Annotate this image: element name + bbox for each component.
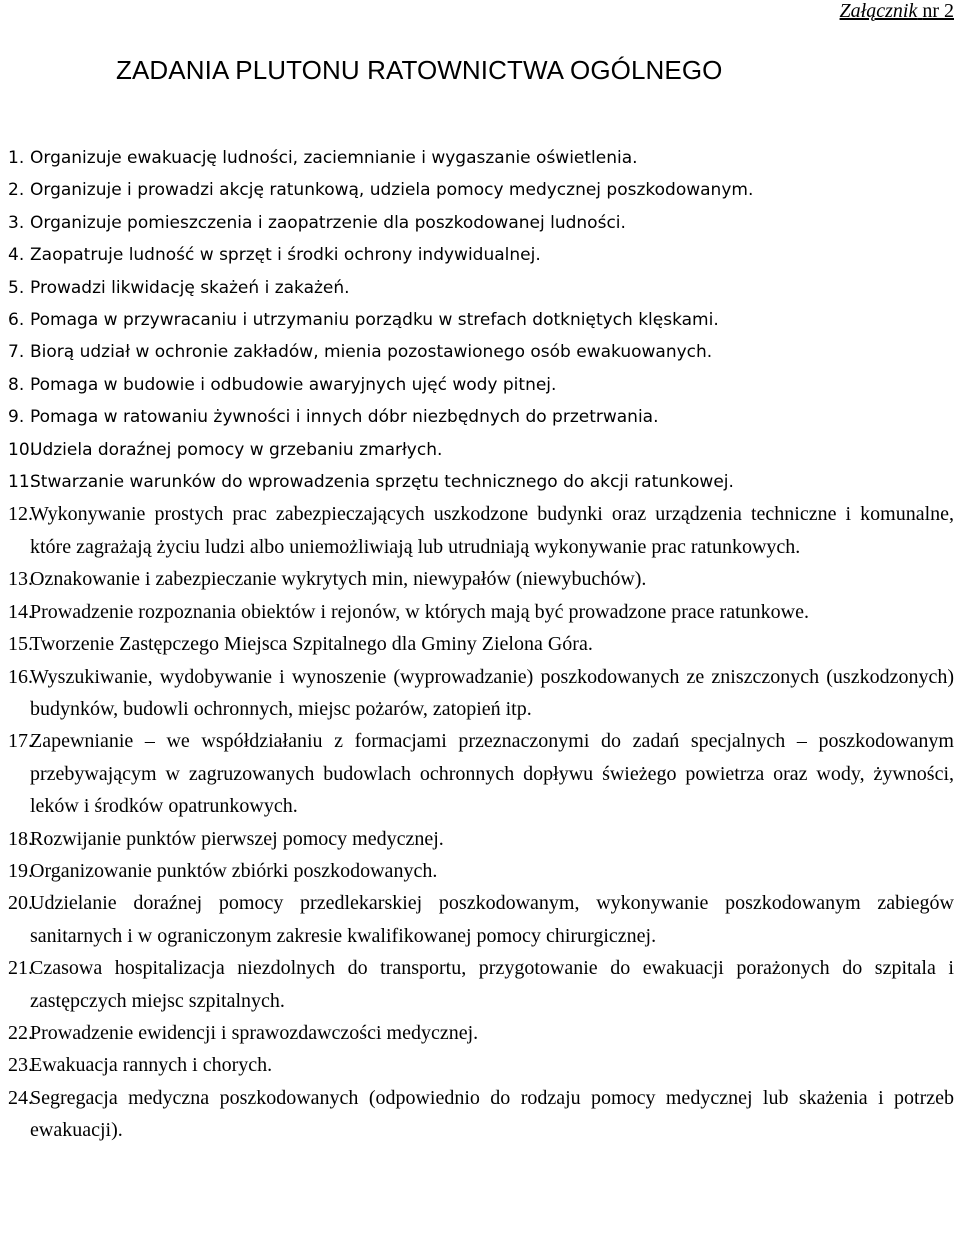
- item-text: Oznakowanie i zabezpieczanie wykrytych min, niewypałów (niewybuchów).: [30, 568, 647, 591]
- item-number: 6.: [8, 310, 25, 331]
- list-item: [8, 498, 954, 563]
- item-number: 1.: [8, 148, 25, 168]
- item-text: Zapewnianie – we współdziałaniu z formacjami przeznaczonymi do zadań specjalnych – poszkodowanym przebywającym w zagruzowanych budowlach ochronnych dopływu świeżego powietrza oraz wody, żywności, leków i środków opatrunkowych.: [30, 730, 954, 818]
- item-number: 12.: [8, 503, 33, 526]
- item-text: Segregacja medyczna poszkodowanych (odpowiednio do rodzaju pomocy medycznej lub skażenia i potrzeb ewakuacji).: [30, 1086, 954, 1142]
- item-number: 19.: [8, 859, 33, 882]
- list-item: [8, 661, 954, 726]
- list-item: [8, 1082, 954, 1147]
- item-text: Wyszukiwanie, wydobywanie i wynoszenie (wyprowadzanie) poszkodowanych ze zniszczonych (uszkodzonych) budynków, budowli ochronnych, miejsc pożarów, zatopień itp.: [30, 665, 954, 720]
- item-text: Stwarzanie warunków do wprowadzenia sprzętu technicznego do akcji ratunkowej.: [30, 472, 734, 493]
- item-number: 22.: [8, 1021, 33, 1044]
- item-text: Prowadzenie ewidencji i sprawozdawczości medycznej.: [30, 1021, 479, 1044]
- item-text: Rozwijanie punktów pierwszej pomocy medycznej.: [30, 827, 444, 850]
- item-text: Zaopatruje ludność w sprzęt i środki ochrony indywidualnej.: [30, 245, 541, 266]
- list-item: [8, 952, 954, 1017]
- list-item: [8, 725, 954, 822]
- list-item: [8, 336, 954, 368]
- list-item: [8, 174, 954, 206]
- item-text: Prowadzi likwidację skażeń i zakażeń.: [30, 277, 350, 298]
- list-item: [8, 207, 954, 239]
- item-text: Udzielanie doraźnej pomocy przedlekarskiej poszkodowanym, wykonywanie poszkodowanym zabiegów sanitarnych i w ograniczonym zakresie kwalifikowanej pomocy chirurgicznej.: [30, 892, 954, 947]
- item-number: 20.: [8, 892, 33, 915]
- item-number: 4.: [8, 245, 25, 266]
- list-item: [8, 1049, 954, 1081]
- item-text: Organizowanie punktów zbiórki poszkodowanych.: [30, 859, 438, 882]
- item-number: 8.: [8, 374, 25, 395]
- list-item: [8, 142, 954, 174]
- item-number: 3.: [8, 212, 25, 233]
- item-text: Organizuje ewakuację ludności, zaciemnianie i wygaszanie oświetlenia.: [30, 148, 638, 168]
- list-item: [8, 1017, 954, 1049]
- list-item: [8, 563, 954, 595]
- item-text: Pomaga w przywracaniu i utrzymaniu porządku w strefach dotkniętych klęskami.: [30, 310, 719, 331]
- list-item: [8, 434, 954, 466]
- item-text: Ewakuacja rannych i chorych.: [30, 1054, 273, 1077]
- list-item: [8, 596, 954, 628]
- item-number: 17.: [8, 730, 33, 753]
- annex-label: [840, 0, 954, 22]
- item-number: 13.: [8, 568, 33, 591]
- list-item: [8, 887, 954, 952]
- item-number: 16.: [8, 665, 33, 688]
- item-text: Organizuje pomieszczenia i zaopatrzenie dla poszkodowanej ludności.: [30, 212, 626, 233]
- list-item: [8, 272, 954, 304]
- item-number: 23.: [8, 1054, 33, 1077]
- item-text: Tworzenie Zastępczego Miejsca Szpitalnego dla Gminy Zielona Góra.: [30, 633, 593, 656]
- item-text: Pomaga w budowie i odbudowie awaryjnych ujęć wody pitnej.: [30, 374, 557, 395]
- list-item: [8, 239, 954, 271]
- document-title: ZADANIA PLUTONU RATOWNICTWA OGÓLNEGO: [116, 55, 723, 85]
- annex-number: nr 2: [922, 0, 954, 22]
- item-number: 2.: [8, 180, 25, 201]
- item-number: 18.: [8, 827, 33, 850]
- item-number: 9.: [8, 407, 25, 428]
- list-item: [8, 628, 954, 660]
- list-item: [8, 855, 954, 887]
- item-text: Czasowa hospitalizacja niezdolnych do transportu, przygotowanie do ewakuacji porażonych do szpitala i zastępczych miejsc szpitalnych.: [30, 957, 954, 1012]
- item-number: 24.: [8, 1086, 33, 1109]
- list-item: [8, 304, 954, 336]
- item-number: 10.: [8, 439, 36, 460]
- item-text: Udziela doraźnej pomocy w grzebaniu zmarłych.: [30, 439, 443, 460]
- item-number: 5.: [8, 277, 25, 298]
- item-number: 11.: [8, 472, 36, 493]
- list-item: [8, 466, 954, 498]
- item-text: Organizuje i prowadzi akcję ratunkową, udziela pomocy medycznej poszkodowanym.: [30, 180, 754, 201]
- item-number: 7.: [8, 342, 25, 363]
- item-number: 14.: [8, 600, 33, 623]
- task-list: [8, 142, 954, 1147]
- list-item: [8, 823, 954, 855]
- item-text: Wykonywanie prostych prac zabezpieczających uszkodzone budynki oraz urządzenia techniczne i komunalne, które zagrażają życiu ludzi albo uniemożliwiają lub utrudniają wykonywanie prac ratunkowych.: [30, 503, 954, 558]
- item-text: Biorą udział w ochronie zakładów, mienia pozostawionego osób ewakuowanych.: [30, 342, 713, 363]
- item-number: 21.: [8, 957, 33, 980]
- list-item: [8, 401, 954, 433]
- item-text: Prowadzenie rozpoznania obiektów i rejonów, w których mają być prowadzone prace ratunkowe.: [30, 600, 809, 623]
- list-item: [8, 369, 954, 401]
- item-number: 15.: [8, 633, 33, 656]
- annex-word: Załącznik: [839, 0, 918, 22]
- item-text: Pomaga w ratowaniu żywności i innych dóbr niezbędnych do przetrwania.: [30, 407, 659, 428]
